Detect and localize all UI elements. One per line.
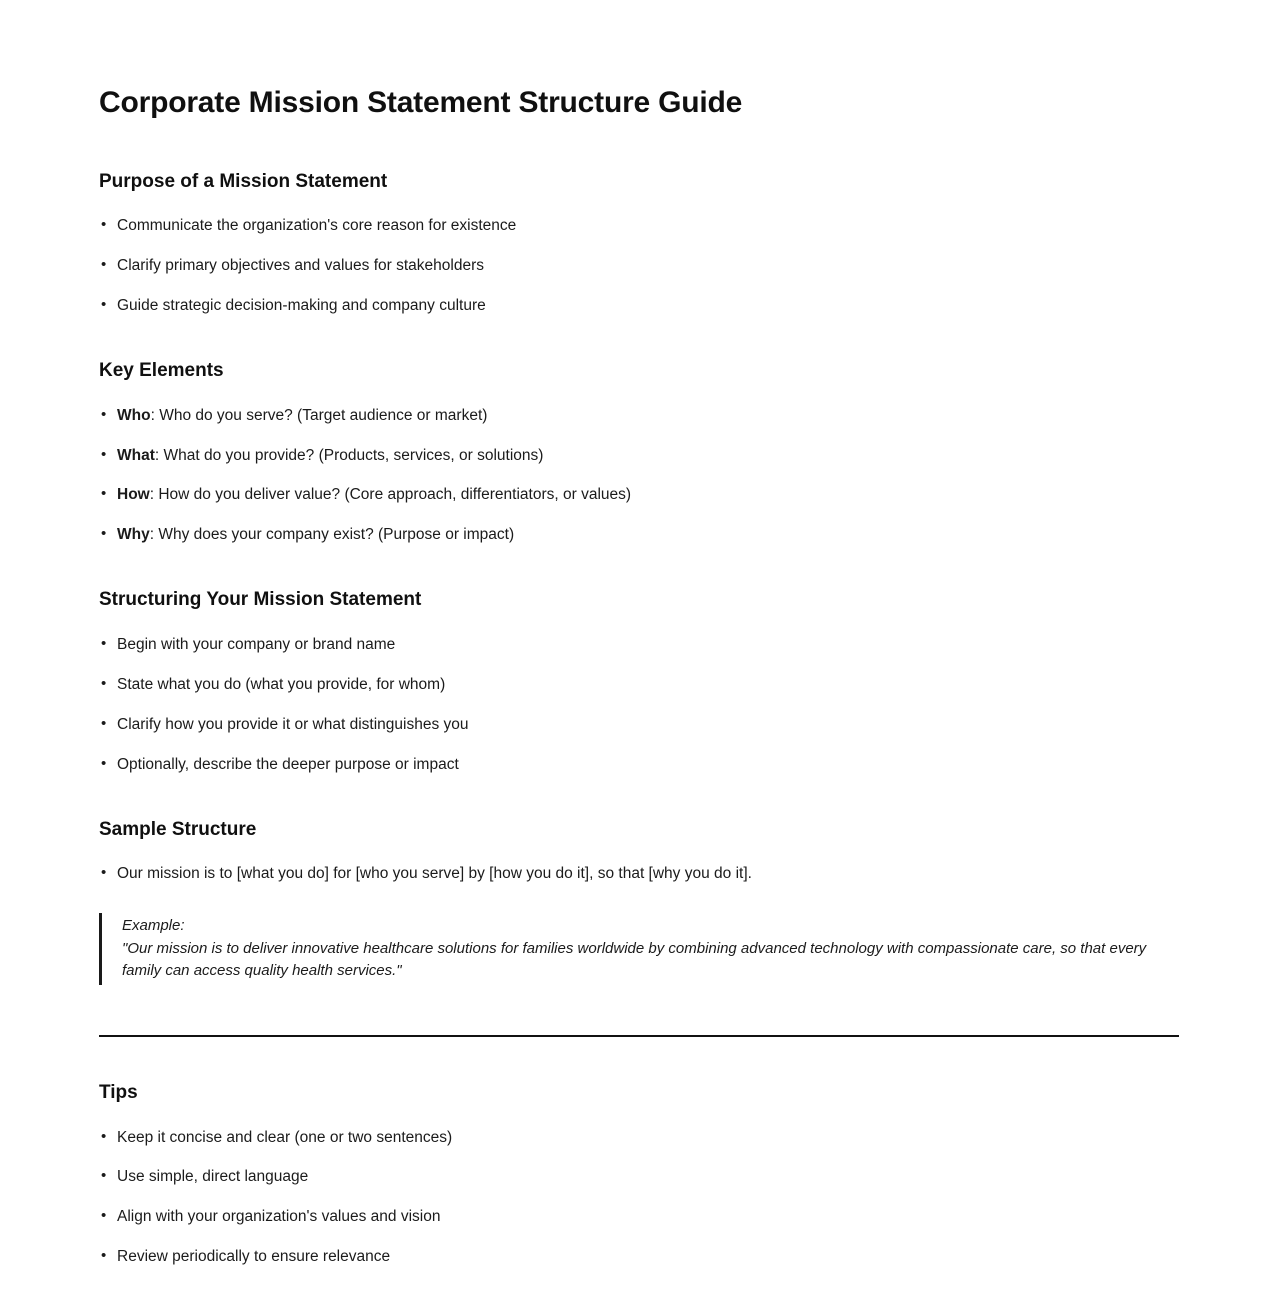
list-item	[99, 406, 1180, 427]
section-tips	[99, 1081, 1180, 1268]
list-item: • Keep it concise and clear (one or two sentences)	[99, 1128, 1180, 1149]
structuring-list	[99, 635, 1180, 776]
sample-structure-list	[99, 864, 1180, 885]
list-item: • Clarify primary objectives and values for stakeholders	[99, 256, 1180, 277]
list-item: • Our mission is to [what you do] for [who you serve] by [how you do it], so that [why you do it].	[99, 864, 1180, 885]
list-item: • Use simple, direct language	[99, 1167, 1180, 1188]
list-item-lead: Who	[117, 406, 151, 424]
list-item	[99, 525, 1180, 546]
list-item-lead: What	[117, 446, 155, 464]
list-item-lead: Why	[117, 526, 150, 544]
list-item-text: : What do you provide? (Products, services, or solutions)	[154, 446, 544, 464]
list-item: • Review periodically to ensure relevance	[99, 1247, 1180, 1268]
section-heading-key-elements: Key Elements	[99, 359, 224, 381]
tips-list	[99, 1128, 1180, 1269]
list-item-lead: How	[117, 486, 150, 504]
list-item: • Begin with your company or brand name	[99, 635, 1180, 656]
example-text: "Our mission is to deliver innovative healthcare solutions for families worldwide by combining advanced technology with compassionate care, so that every family can access quality health services."	[122, 939, 1147, 980]
list-item: • Align with your organization's values and vision	[99, 1207, 1180, 1228]
list-item: • Clarify how you provide it or what distinguishes you	[99, 715, 1180, 736]
example-blockquote	[99, 913, 1168, 985]
section-purpose	[99, 170, 1180, 317]
section-divider	[99, 1035, 1179, 1037]
list-item-text: : Why does your company exist? (Purpose or impact)	[149, 526, 515, 544]
section-sample-structure	[99, 818, 1180, 985]
section-heading-purpose: Purpose of a Mission Statement	[99, 170, 388, 192]
list-item: • State what you do (what you provide, for whom)	[99, 675, 1180, 696]
section-heading-sample-structure: Sample Structure	[99, 818, 257, 840]
section-key-elements	[99, 359, 1180, 546]
purpose-list	[99, 216, 1180, 317]
section-heading-structuring: Structuring Your Mission Statement	[99, 589, 422, 611]
list-item: • Communicate the organization's core reason for existence	[99, 216, 1180, 237]
list-item	[99, 485, 1180, 506]
list-item-text: : How do you deliver value? (Core approach, differentiators, or values)	[149, 486, 632, 504]
list-item: • Guide strategic decision-making and company culture	[99, 296, 1180, 317]
list-item-text: : Who do you serve? (Target audience or market)	[150, 406, 488, 424]
list-item: • Optionally, describe the deeper purpose or impact	[99, 755, 1180, 776]
list-item	[99, 446, 1180, 467]
key-elements-list	[99, 406, 1180, 547]
page-title: Corporate Mission Statement Structure Guide	[99, 86, 743, 119]
example-label: Example:	[122, 917, 185, 935]
section-heading-tips: Tips	[99, 1081, 138, 1103]
section-structuring	[99, 588, 1180, 775]
